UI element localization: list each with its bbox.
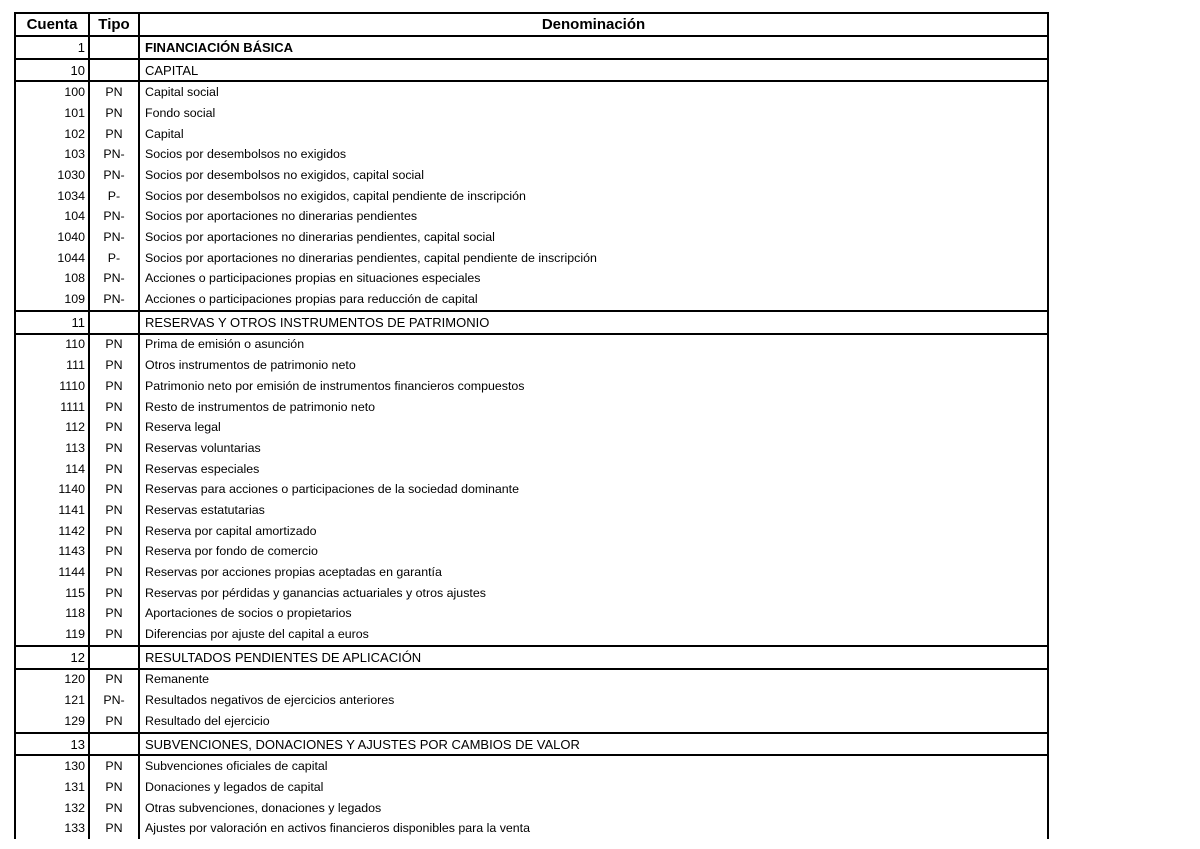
cell-tipo: PN- (89, 207, 139, 228)
cell-denominacion: Prima de emisión o asunción (139, 334, 1048, 356)
cell-cuenta: 118 (15, 604, 89, 625)
table-row (15, 711, 1048, 733)
cell-denominacion: Donaciones y legados de capital (139, 777, 1048, 798)
cell-tipo: PN (89, 103, 139, 124)
cell-denominacion: Socios por aportaciones no dinerarias pendientes, capital pendiente de inscripción (139, 248, 1048, 269)
table-row (15, 289, 1048, 311)
table-row (15, 500, 1048, 521)
cell-tipo (89, 36, 139, 59)
cell-cuenta: 1142 (15, 521, 89, 542)
header-row (15, 13, 1048, 36)
cell-tipo: PN (89, 521, 139, 542)
table-row (15, 583, 1048, 604)
table-row (15, 542, 1048, 563)
cell-denominacion: Reservas por pérdidas y ganancias actuariales y otros ajustes (139, 583, 1048, 604)
cell-tipo: PN (89, 334, 139, 356)
cell-tipo: PN (89, 818, 139, 839)
cell-cuenta: 112 (15, 417, 89, 438)
accounts-table (14, 12, 1049, 839)
cell-denominacion: Reserva por capital amortizado (139, 521, 1048, 542)
cell-tipo: PN- (89, 289, 139, 311)
table-row (15, 124, 1048, 145)
cell-cuenta: 1 (15, 36, 89, 59)
cell-denominacion: Reservas estatutarias (139, 500, 1048, 521)
table-row (15, 376, 1048, 397)
cell-tipo: PN (89, 669, 139, 691)
cell-tipo: PN (89, 81, 139, 103)
cell-cuenta: 113 (15, 438, 89, 459)
cell-tipo: PN (89, 397, 139, 418)
table-body (15, 36, 1048, 839)
cell-tipo: PN (89, 355, 139, 376)
cell-cuenta: 109 (15, 289, 89, 311)
table-row (15, 165, 1048, 186)
cell-denominacion: Capital social (139, 81, 1048, 103)
cell-tipo (89, 646, 139, 669)
cell-cuenta: 1140 (15, 479, 89, 500)
table-row (15, 81, 1048, 103)
cell-denominacion: Socios por aportaciones no dinerarias pendientes, capital social (139, 227, 1048, 248)
cell-tipo: PN (89, 798, 139, 819)
cell-cuenta: 1111 (15, 397, 89, 418)
group-row (15, 59, 1048, 82)
cell-tipo: PN (89, 417, 139, 438)
cell-denominacion: Subvenciones oficiales de capital (139, 755, 1048, 777)
cell-cuenta: 1030 (15, 165, 89, 186)
cell-denominacion: Acciones o participaciones propias para reducción de capital (139, 289, 1048, 311)
cell-cuenta: 1110 (15, 376, 89, 397)
cell-tipo: PN (89, 777, 139, 798)
cell-tipo (89, 59, 139, 82)
table-row (15, 690, 1048, 711)
cell-denominacion: Reservas por acciones propias aceptadas en garantía (139, 562, 1048, 583)
cell-cuenta: 120 (15, 669, 89, 691)
table-row (15, 798, 1048, 819)
cell-cuenta: 101 (15, 103, 89, 124)
cell-denominacion: Acciones o participaciones propias en situaciones especiales (139, 269, 1048, 290)
table-row (15, 479, 1048, 500)
cell-cuenta: 11 (15, 311, 89, 334)
table-row (15, 334, 1048, 356)
table-row (15, 397, 1048, 418)
cell-denominacion: Remanente (139, 669, 1048, 691)
table-row (15, 227, 1048, 248)
cell-tipo: PN (89, 604, 139, 625)
cell-denominacion: SUBVENCIONES, DONACIONES Y AJUSTES POR CAMBIOS DE VALOR (139, 733, 1048, 756)
table-row (15, 777, 1048, 798)
cell-tipo (89, 733, 139, 756)
table-row (15, 438, 1048, 459)
cell-tipo: PN- (89, 144, 139, 165)
cell-cuenta: 1034 (15, 186, 89, 207)
cell-tipo: PN- (89, 227, 139, 248)
cell-denominacion: Reservas voluntarias (139, 438, 1048, 459)
cell-denominacion: RESERVAS Y OTROS INSTRUMENTOS DE PATRIMONIO (139, 311, 1048, 334)
cell-cuenta: 10 (15, 59, 89, 82)
cell-denominacion: Capital (139, 124, 1048, 145)
cell-tipo: PN (89, 562, 139, 583)
cell-denominacion: Reservas para acciones o participaciones de la sociedad dominante (139, 479, 1048, 500)
cell-tipo (89, 311, 139, 334)
cell-denominacion: Resultados negativos de ejercicios anteriores (139, 690, 1048, 711)
cell-cuenta: 130 (15, 755, 89, 777)
cell-denominacion: Otros instrumentos de patrimonio neto (139, 355, 1048, 376)
cell-cuenta: 133 (15, 818, 89, 839)
cell-denominacion: Patrimonio neto por emisión de instrumentos financieros compuestos (139, 376, 1048, 397)
cell-tipo: PN (89, 500, 139, 521)
cell-denominacion: CAPITAL (139, 59, 1048, 82)
cell-denominacion: Socios por desembolsos no exigidos, capital pendiente de inscripción (139, 186, 1048, 207)
cell-cuenta: 1141 (15, 500, 89, 521)
cell-denominacion: Diferencias por ajuste del capital a euros (139, 624, 1048, 646)
cell-denominacion: Socios por aportaciones no dinerarias pendientes (139, 207, 1048, 228)
cell-cuenta: 111 (15, 355, 89, 376)
cell-tipo: PN (89, 438, 139, 459)
cell-denominacion: Fondo social (139, 103, 1048, 124)
table-row (15, 103, 1048, 124)
group-row (15, 646, 1048, 669)
cell-cuenta: 102 (15, 124, 89, 145)
cell-denominacion: Socios por desembolsos no exigidos (139, 144, 1048, 165)
cell-cuenta: 129 (15, 711, 89, 733)
cell-denominacion: Otras subvenciones, donaciones y legados (139, 798, 1048, 819)
table-row (15, 755, 1048, 777)
cell-tipo: P- (89, 186, 139, 207)
table-row (15, 355, 1048, 376)
table-row (15, 669, 1048, 691)
cell-tipo: PN (89, 376, 139, 397)
table-row (15, 521, 1048, 542)
header-cuenta: Cuenta (15, 13, 89, 36)
table-row (15, 459, 1048, 480)
cell-denominacion: FINANCIACIÓN BÁSICA (139, 36, 1048, 59)
table-row (15, 417, 1048, 438)
cell-cuenta: 1144 (15, 562, 89, 583)
cell-cuenta: 1143 (15, 542, 89, 563)
cell-cuenta: 108 (15, 269, 89, 290)
cell-tipo: PN (89, 542, 139, 563)
cell-denominacion: Socios por desembolsos no exigidos, capital social (139, 165, 1048, 186)
accounts-sheet (14, 12, 1047, 839)
cell-tipo: PN (89, 479, 139, 500)
table-row (15, 207, 1048, 228)
cell-cuenta: 100 (15, 81, 89, 103)
cell-tipo: PN (89, 583, 139, 604)
cell-cuenta: 12 (15, 646, 89, 669)
header-tipo: Tipo (89, 13, 139, 36)
table-row (15, 562, 1048, 583)
cell-cuenta: 121 (15, 690, 89, 711)
cell-cuenta: 13 (15, 733, 89, 756)
group-row (15, 36, 1048, 59)
cell-denominacion: Reservas especiales (139, 459, 1048, 480)
table-row (15, 818, 1048, 839)
cell-cuenta: 110 (15, 334, 89, 356)
cell-cuenta: 119 (15, 624, 89, 646)
cell-denominacion: RESULTADOS PENDIENTES DE APLICACIÓN (139, 646, 1048, 669)
cell-cuenta: 1040 (15, 227, 89, 248)
cell-denominacion: Reserva por fondo de comercio (139, 542, 1048, 563)
cell-cuenta: 1044 (15, 248, 89, 269)
cell-denominacion: Resultado del ejercicio (139, 711, 1048, 733)
header-denominacion: Denominación (139, 13, 1048, 36)
cell-cuenta: 104 (15, 207, 89, 228)
cell-tipo: PN (89, 459, 139, 480)
cell-tipo: PN (89, 711, 139, 733)
group-row (15, 733, 1048, 756)
cell-cuenta: 132 (15, 798, 89, 819)
cell-tipo: PN- (89, 690, 139, 711)
cell-cuenta: 103 (15, 144, 89, 165)
cell-denominacion: Resto de instrumentos de patrimonio neto (139, 397, 1048, 418)
cell-tipo: PN (89, 124, 139, 145)
group-row (15, 311, 1048, 334)
cell-cuenta: 131 (15, 777, 89, 798)
cell-denominacion: Ajustes por valoración en activos financieros disponibles para la venta (139, 818, 1048, 839)
table-row (15, 604, 1048, 625)
cell-tipo: PN (89, 624, 139, 646)
cell-cuenta: 114 (15, 459, 89, 480)
cell-tipo: PN- (89, 269, 139, 290)
cell-tipo: P- (89, 248, 139, 269)
cell-denominacion: Reserva legal (139, 417, 1048, 438)
table-row (15, 248, 1048, 269)
cell-tipo: PN- (89, 165, 139, 186)
table-row (15, 269, 1048, 290)
table-row (15, 144, 1048, 165)
cell-cuenta: 115 (15, 583, 89, 604)
cell-denominacion: Aportaciones de socios o propietarios (139, 604, 1048, 625)
cell-tipo: PN (89, 755, 139, 777)
table-row (15, 624, 1048, 646)
table-row (15, 186, 1048, 207)
